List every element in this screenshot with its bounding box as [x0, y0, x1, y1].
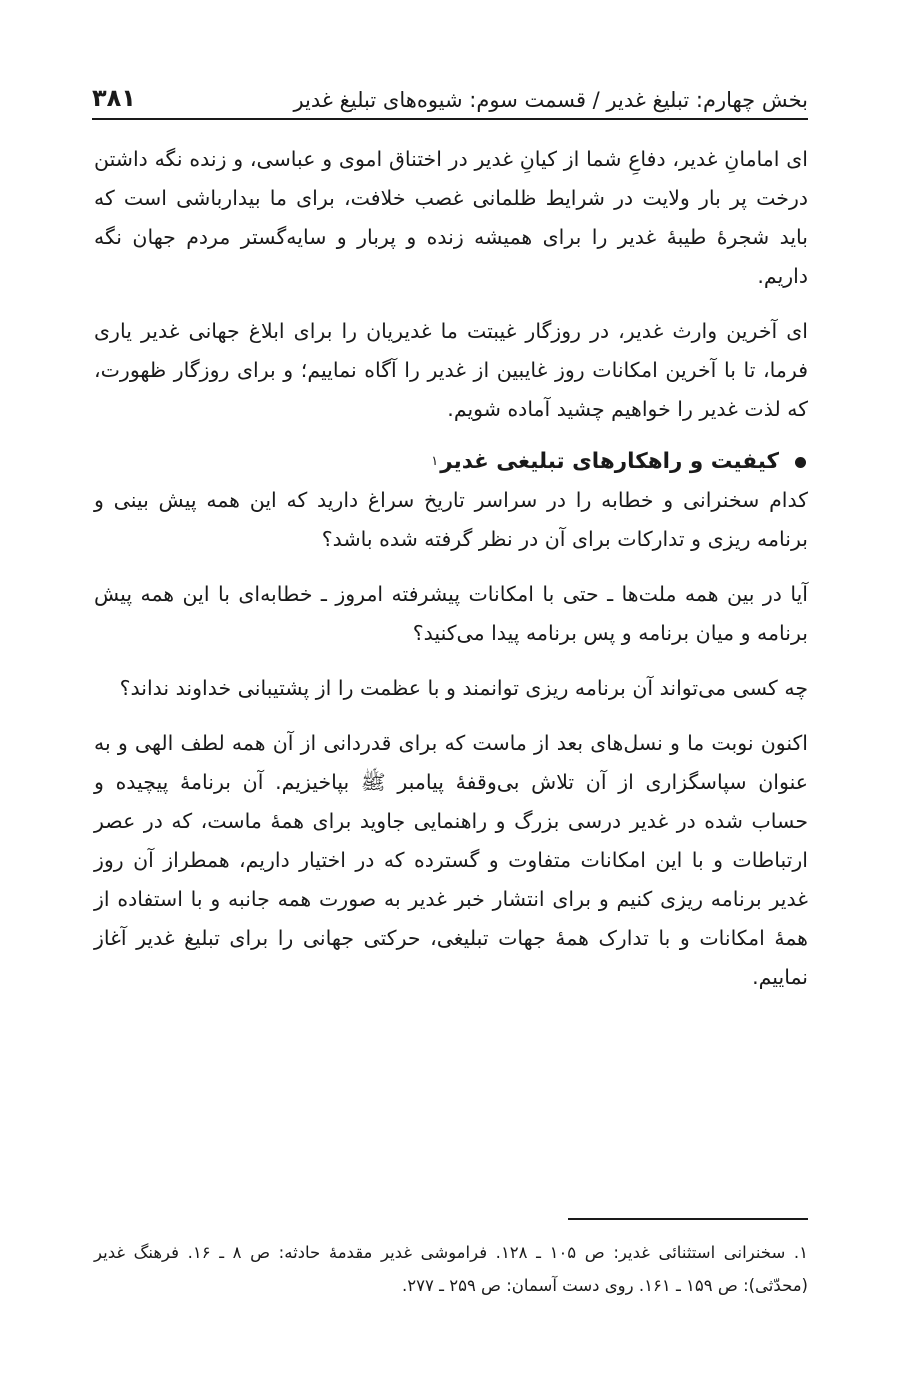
section-heading	[94, 445, 808, 479]
paragraph-4: آیا در بین همه ملت‌ها ـ حتی با امکانات پیشرفته امروز ـ خطابه‌ای با این همه پیش برنامه و میان برنامه و پس برنامه پیدا می‌کنید؟	[94, 582, 808, 645]
body-text	[94, 140, 808, 1013]
paragraph-1: ای امامانِ غدیر، دفاعِ شما از کیانِ غدیر در اختناق اموی و عباسی، و زنده نگه داشتن درخت پر بار ولایت در شرایط ظلمانی غصب خلافت، برای ما بیدارباشی است که باید شجرهٔ طیبهٔ غدیر را برای همیشه زنده و پربار و سایه‌گستر مردم جهان نگه داریم.	[94, 147, 808, 288]
paragraph-5: چه کسی می‌تواند آن برنامه ریزی توانمند و با عظمت را از پشتیبانی خداوند نداند؟	[119, 676, 808, 700]
footnote-divider	[568, 1218, 808, 1220]
paragraph-3: کدام سخنرانی و خطابه را در سراسر تاریخ سراغ دارید که این همه پیش بینی و برنامه ریزی و تدارکات برای آن در نظر گرفته شده باشد؟	[94, 488, 808, 551]
paragraph-6: اکنون نوبت ما و نسل‌های بعد از ماست که برای قدردانی از آن همه لطف الهی و به عنوان سپاسگزاری از آن تلاش بی‌وقفهٔ پیامبر ﷺ بپاخیزیم. آن برنامهٔ پیچیده و حساب شده در غدیر درسی بزرگ و راهنمایی جاوید برای همهٔ ماست، که در عصر ارتباطات و با این امکانات متفاوت و گسترده که در اختیار داریم، همطراز آن روز غدیر برنامه ریزی کنیم و برای انتشار خبر غدیر به صورت همه جانبه و با استفاده از همهٔ امکانات و با تدارک همهٔ جهات تبلیغی، حرکتی جهانی را برای تبلیغ غدیر آغاز نماییم.	[94, 731, 808, 989]
running-header	[92, 72, 808, 112]
page-number: ۳۸۱	[92, 84, 136, 112]
header-divider	[92, 118, 808, 120]
running-header-title: بخش چهارم: تبلیغ غدیر / قسمت سوم: شیوه‌های تبلیغ غدیر	[293, 88, 808, 112]
section-heading-text: کیفیت و راهکارهای تبلیغی غدیر	[440, 449, 779, 474]
paragraph-2: ای آخرین وارث غدیر، در روزگار غیبتت ما غدیریان را برای ابلاغ جهانی غدیر یاری فرما، تا با آخرین امکانات روز غایبین از غدیر را آگاه نماییم؛ و برای روزگار ظهورت، که لذت غدیر را خواهیم چشید آماده شویم.	[94, 319, 808, 421]
footnote: ۱. سخنرانی استثنائی غدیر: ص ۱۰۵ ـ ۱۲۸. فراموشی غدیر مقدمهٔ حادثه: ص ۸ ـ ۱۶. فرهنگ غدیر (محدّثی): ص ۱۵۹ ـ ۱۶۱. روی دست آسمان: ص ۲۵۹ ـ ۲۷۷.	[94, 1243, 808, 1295]
bullet-icon	[795, 457, 806, 468]
footnote-reference[interactable]: ۱	[431, 454, 439, 469]
